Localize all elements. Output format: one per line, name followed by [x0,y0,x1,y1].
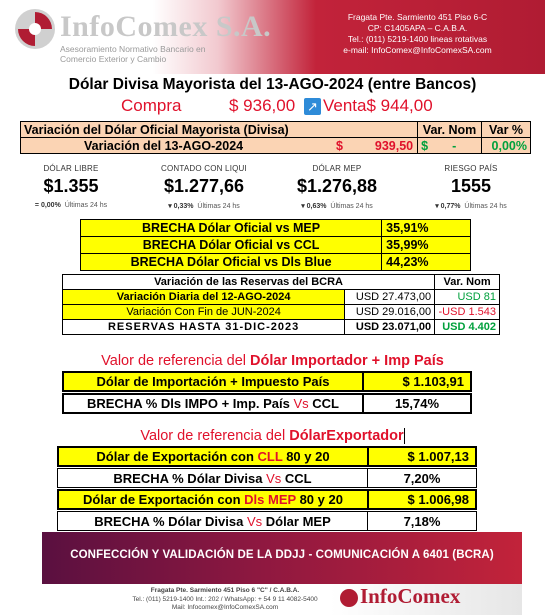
exportador-value: $ 1.007,13 [368,447,476,466]
stat-change: ▾ 0,77% [435,203,461,210]
footer-logo-icon [340,589,358,607]
exportador-brecha-label [58,512,368,531]
stat-value: $1.355 [43,176,99,196]
logo-subtitle [60,44,260,64]
logo-sub-line-2: Comercio Exterior y Cambio [60,54,167,64]
variation-row-label: Variación del 13-AGO-2024 [84,138,244,153]
variation-col-pct: Var % [482,122,531,138]
exportador-title-bold2: Exportador [326,428,404,444]
variation-row-value: 939,50 [374,138,414,153]
reserves-row-amount: USD 23.071,00 [345,320,435,335]
importador-title-bold: Dólar Importador + Imp País [250,353,444,369]
reserves-header: Variación de las Reservas del BCRA [63,275,435,290]
export-red: Dls MEP [244,492,296,507]
title-bold: Dólar [68,76,109,93]
variation-row [21,138,418,154]
exportador-value: $ 1.006,98 [368,490,476,509]
importador-row-2 [62,393,472,414]
reserves-col-nom: Var. Nom [435,275,500,290]
page-title [0,76,545,94]
stat-label: DÓLAR LIBRE [43,164,99,173]
variation-header: Variación del Dólar Oficial Mayorista (Divisa) [21,122,418,138]
contact-phone: Tel.: (011) 5219-1400 lineas rotativas [347,34,488,44]
footer-address: Fragata Pte. Sarmiento 451 Piso 6 "C" / C.A.B.A. [150,587,300,594]
stat-label: RIESGO PAÍS [444,164,498,173]
contact-email: e-mail: InfoComex@InfoComexSA.com [343,45,492,55]
exportador-label [58,490,368,509]
exportador-row-3 [57,489,477,510]
stat-ccl [143,164,265,218]
table-row [81,220,471,237]
stat-change-row [143,202,265,210]
brecha-value: 35,91% [382,220,471,237]
header-contact [300,12,535,56]
stat-label: DÓLAR MEP [312,164,362,173]
variation-row-nom [418,138,482,154]
contact-address: Fragata Pte. Sarmiento 451 Piso 6-C [347,12,488,22]
table-row [63,320,500,335]
reserves-row-label: Variación Diaria del 12-AGO-2024 [63,290,345,305]
reserves-row-label: RESERVAS HASTA 31-DIC-2023 [63,320,345,335]
footer-title: CONFECCIÓN Y VALIDACIÓN DE LA DDJJ - COMUNICACIÓN A 6401 (BCRA) [70,549,494,561]
importador-title-pre: Valor de referencia del [101,353,246,369]
reserves-row-nom: -USD 1.543 [435,305,500,320]
stat-label: CONTADO CON LIQUI [161,164,247,173]
importador-brecha-value: 15,74% [363,394,471,413]
exportador-brecha-value: 7,20% [368,469,477,488]
reserves-row-label: Variación Con Fin de JUN-2024 [63,305,345,320]
logo-text: InfoComex S.A. [60,10,272,43]
footer-email: Mail: Infocomex@InfoComexSA.com [171,604,279,611]
exportador-brecha-label [58,469,368,488]
brecha-label: BRECHA Dólar Oficial vs Dls Blue [81,254,382,271]
stat-value: $1.277,66 [163,176,245,196]
brecha-vs: Vs [246,513,263,529]
reserves-table [62,274,500,335]
brecha-pre: BRECHA % Dólar Divisa [94,513,244,529]
export-pre: Dólar de Exportación con [96,449,254,464]
importador-row-1 [62,371,472,392]
contact-postal: CP: C1405APA – C.A.B.A. [367,23,468,33]
importador-label: Dólar de Importación + Impuesto País [63,372,363,391]
stat-change-row [10,202,132,209]
footer-contact [100,587,350,613]
logo-sub-line-1: Asesoramiento Normativo Bancario en [60,44,206,54]
brecha-post: Dólar MEP [265,513,331,529]
brecha-vs: Vs [293,396,309,411]
brecha-value: 44,23% [382,254,471,271]
stat-riesgo-pais [410,164,532,218]
reserves-row-amount: USD 27.473,00 [345,290,435,305]
export-pre: Dólar de Exportación con [83,492,241,507]
exportador-brecha-value: 7,18% [368,512,477,531]
table-row [63,275,500,290]
variation-row-pct: 0,00% [482,138,531,154]
reserves-row-amount: USD 29.016,00 [345,305,435,320]
brecha-value: 35,99% [382,237,471,254]
exportador-row-4 [57,511,477,531]
table-row [81,254,471,271]
stat-value: 1555 [450,176,492,196]
compra-value: $ 936,00 [229,96,296,115]
brecha-pre: BRECHA % Dls IMPO + Imp. País [86,396,290,411]
stat-period: Últimas 24 hs [464,203,507,210]
exportador-row-2 [57,468,477,488]
variation-nom-value: - [452,138,457,153]
venta-value: Venta$ 944,00 [323,96,433,115]
brecha-post: CCL [284,470,312,486]
infocomex-logo-icon [14,8,56,50]
stat-change: = 0,00% [34,202,61,209]
exportador-title-bold: Dólar [289,428,327,444]
stat-value: $1.276,88 [296,176,378,196]
stat-change: ▾ 0,63% [301,203,327,210]
exportador-label [58,447,368,466]
export-red: CLL [257,449,283,464]
exportador-row-1 [57,446,477,467]
brecha-pre: BRECHA % Dólar Divisa [113,470,263,486]
compra-label: Compra [121,96,182,115]
importador-title [0,353,545,369]
export-post: 80 y 20 [286,449,330,464]
stat-period: Últimas 24 hs [197,203,240,210]
importador-value: $ 1.103,91 [363,372,471,391]
variation-table [20,121,531,154]
table-row [63,290,500,305]
title-rest: Divisa Mayorista del 13-AGO-2024 (entre Bancos) [112,76,477,93]
table-row [63,305,500,320]
footer-phone: Tel.: (011) 5219-1400 Int.: 202 / WhatsApp: + 54 9 11 4082-5400 [132,595,318,603]
stat-change-row [276,202,398,210]
stat-dolar-libre [10,164,132,218]
variation-row-currency: $ [336,138,343,153]
brecha-label: BRECHA Dólar Oficial vs MEP [81,220,382,237]
brecha-label: BRECHA Dólar Oficial vs CCL [81,237,382,254]
exportador-title-pre: Valor de referencia del [140,428,286,444]
importador-brecha-label [63,394,363,413]
brecha-vs: Vs [266,470,282,486]
reserves-row-nom: USD 4.402 [435,320,500,335]
stat-mep [276,164,398,218]
table-row [81,237,471,254]
reserves-row-nom: USD 81 [435,290,500,305]
brecha-post: CCL [312,396,339,411]
stat-period: Últimas 24 hs [330,203,373,210]
stat-period: Últimas 24 hs [64,202,108,209]
variation-nom-currency: $ [421,138,429,153]
export-post: 80 y 20 [299,492,343,507]
trend-arrow-icon: ↗ [304,98,321,115]
stat-change-row [410,202,532,210]
variation-col-nom: Var. Nom [418,122,482,138]
footer-logo: InfoComex [360,584,461,608]
brecha-table [80,219,471,271]
buy-sell-line [0,96,545,118]
stat-change: ▾ 0,33% [168,203,194,210]
exportador-title [0,428,545,444]
